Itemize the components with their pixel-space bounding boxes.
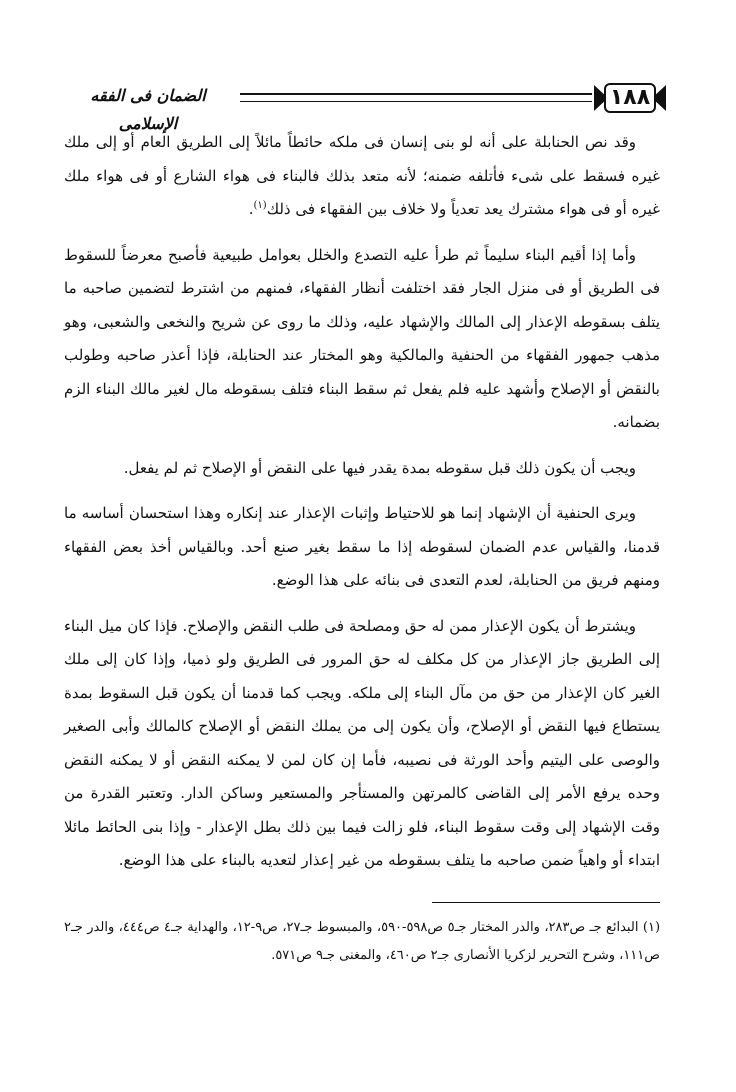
page-body bbox=[64, 126, 660, 890]
paragraph-4: ويرى الحنفية أن الإشهاد إنما هو للاحتياط وإثبات الإعذار عند إنكاره وهذا استحسان أساسه ما قدمنا، والقياس عدم الضمان لسقوطه إذا ما سقط بغير صنع أحد. وبالقياس أخذ بعض الفقهاء ومنهم فريق من الحنابلة، لعدم التعدى فى بنائه على هذا الوضع. bbox=[64, 504, 660, 589]
paragraph-text: وقد نص الحنابلة على أنه لو بنى إنسان فى ملكه حائطاً مائلاً إلى الطريق العام أو إلى ملك غيره فسقط على شىء فأتلفه ضمنه؛ لأنه متعد بذلك فالبناء فى هواء الشارع أو فى هواء ملك غيره أو فى هواء مشترك يعد تعدياً ولا خلاف بين الفقهاء فى ذلك bbox=[64, 133, 660, 218]
paragraph-end: . bbox=[248, 200, 254, 218]
paragraph-3: ويجب أن يكون ذلك قبل سقوطه بمدة يقدر فيها على النقض أو الإصلاح ثم لم يفعل. bbox=[123, 458, 636, 477]
paragraph-1 bbox=[64, 126, 660, 227]
footnote-1: (١) البدائع جـ ص٢٨٣، والدر المختار جـ٥ ص٥٩٨-٥٩٠، والمبسوط جـ٢٧، ص٩-١٢، والهداية جـ٤ ص٤٤٤، والدر جـ٢ ص١١١، وشرح التحرير لزكريا الأنصارى جـ٢ ص٤٦٠، والمغنى جـ٩ ص٥٧١. bbox=[64, 920, 661, 963]
paragraph-5: ويشترط أن يكون الإعذار ممن له حق ومصلحة فى طلب النقض والإصلاح. فإذا كان ميل البناء إلى الطريق جاز الإعذار من كل مكلف له حق المرور فى الطريق ولو ذميا، وإذا كان إلى ملك الغير كان الإعذار من حق من مآل البناء إلى ملكه. ويجب كما قدمنا أن يكون قبل السقوط بمدة يستطاع فيها النقض أو الإصلاح، وأن يكون إلى من يملك النقض أو الإصلاح كالمالك وأبى الصغير والوصى على اليتيم وأحد الورثة فى نصيبه، فأما إن كان لمن لا يمكنه النقض أو لا يمكنه النقض وحده يرفع الأمر إلى القاضى كالمرتهن والمستأجر والمستعير وساكن الدار. وتعتبر القدرة من وقت الإشهاد إلى وقت سقوط البناء، فلو زالت فيما بين ذلك بطل الإعذار - وإذا بنى الحائط مائلا ابتداء أو واهياً ضمن صاحبه ما يتلف بسقوطه من غير إعذار لتعديه بالبناء على هذا الوضع. bbox=[64, 616, 660, 869]
footnote-divider bbox=[432, 902, 660, 903]
paragraph-2: وأما إذا أقيم البناء سليماً ثم طرأ عليه التصدع والخلل بعوامل طبيعية فأصبح معرضاً للسقوط فى الطريق أو فى منزل الجار فقد اختلفت أنظار الفقهاء، فمنهم من اشترط لتضمين صاحبه ما يتلف بسقوطه الإعذار إلى المالك والإشهاد عليه، وذلك ما روى عن شريح والنخعى والشعبى، وهو مذهب جمهور الفقهاء من الحنفية والمالكية وهو المختار عند الحنابلة، فإذا أعذر صاحبه وطولب بالنقض أو الإصلاح وأشهد عليه فلم يفعل ثم سقط البناء فتلف بسقوطه مال لغير مالك البناء الزم بضمانه. bbox=[64, 245, 660, 431]
footnotes bbox=[64, 914, 660, 970]
footnote-reference[interactable]: (١) bbox=[253, 200, 267, 211]
page-number: ١٨٨ bbox=[604, 83, 656, 113]
header-rule bbox=[240, 93, 592, 102]
page-header bbox=[60, 80, 664, 133]
page-number-badge bbox=[596, 82, 664, 114]
book-title: الضمان فى الفقه الإسلامى bbox=[90, 86, 206, 133]
